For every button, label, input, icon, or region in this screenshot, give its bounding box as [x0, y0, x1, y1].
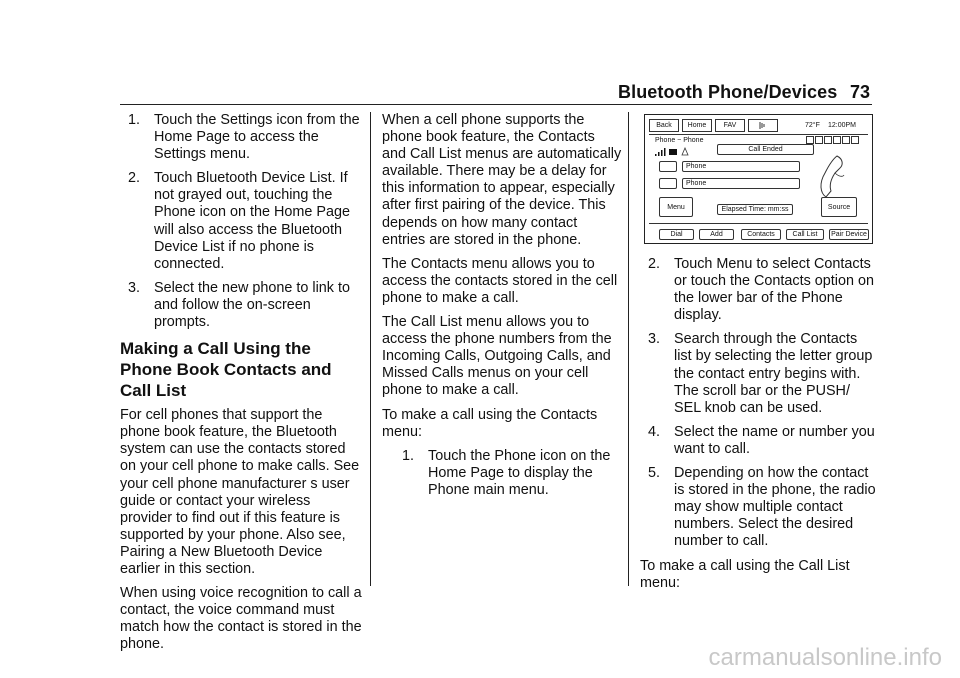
phone-screen-illustration	[644, 114, 873, 244]
step-text: Select the new phone to link to and follow the on-screen prompts.	[154, 279, 351, 331]
column-middle	[382, 112, 622, 506]
page-title: Bluetooth Phone/Devices	[618, 82, 838, 102]
step-number: 1.	[128, 112, 141, 128]
call-list-button[interactable]: Call List	[786, 229, 824, 240]
column-right	[640, 112, 878, 599]
list-item	[640, 424, 878, 458]
step-text: Touch Menu to select Contacts or touch the Contacts option on the lower bar of the Phone display.	[674, 256, 875, 324]
fav-button[interactable]: FAV	[715, 119, 745, 132]
voice-icon[interactable]	[748, 119, 778, 132]
list-item	[640, 256, 878, 324]
temperature: 72°F	[805, 122, 820, 129]
step-text: Select the name or number you want to call.	[674, 423, 875, 457]
phone-field[interactable]: Phone	[682, 161, 800, 172]
list-item	[120, 112, 362, 163]
screen-title: Phone − Phone	[655, 137, 704, 144]
paragraph: The Contacts menu allows you to access the contacts stored in the cell phone to make a call.	[382, 255, 618, 306]
dial-button[interactable]: Dial	[659, 229, 694, 240]
section-heading: Making a Call Using the Phone Book Contacts and Call List	[120, 339, 332, 401]
list-item	[382, 448, 622, 499]
list-item	[120, 170, 362, 273]
contacts-button[interactable]: Contacts	[741, 229, 781, 240]
add-button[interactable]: Add	[699, 229, 734, 240]
menu-button[interactable]: Menu	[659, 197, 693, 217]
list-item	[640, 465, 878, 550]
step-number: 2.	[648, 256, 661, 272]
paragraph: To make a call using the Contacts menu:	[382, 406, 598, 440]
paragraph: For cell phones that support the phone book feature, the Bluetooth system can use the contacts stored on your cell phone to make calls. See your cell phone manufacturer s user guide or contact your wireless provider to find out if this feature is supported by your phone. Also see, Pairing a New Bluetooth Device earlier in this section.	[120, 407, 360, 577]
step-text: Touch Bluetooth Device List. If not grayed out, touching the Phone icon on the Home Page will also access the Bluetooth Device List if no phone is connected.	[154, 170, 351, 272]
source-button[interactable]: Source	[821, 197, 857, 217]
step-number: 3.	[128, 279, 141, 296]
step-number: 5.	[648, 465, 661, 482]
home-button[interactable]: Home	[682, 119, 712, 132]
column-divider	[628, 112, 629, 586]
contact-avatar-box	[659, 178, 677, 189]
page-number: 73	[850, 82, 871, 102]
paragraph: To make a call using the Call List menu:	[640, 557, 850, 591]
back-button[interactable]: Back	[649, 119, 679, 132]
pair-device-button[interactable]: Pair Device	[829, 229, 869, 240]
status-icons	[806, 136, 868, 147]
column-left	[120, 112, 362, 660]
list-item	[640, 331, 878, 416]
call-status-field: Call Ended	[717, 144, 814, 155]
column-divider	[370, 112, 371, 586]
watermark: carmanualsonline.info	[708, 644, 942, 671]
paragraph: The Call List menu allows you to access the phone numbers from the Incoming Calls, Outgoing Calls, and Missed Calls menus on your cell phone to make a call.	[382, 314, 612, 399]
step-text: Search through the Contacts list by selecting the letter group the contact entry begins with. The scroll bar or the PUSH/ SEL knob can be used.	[674, 331, 873, 416]
step-text: Touch the Phone icon on the Home Page to display the Phone main menu.	[428, 447, 611, 498]
step-number: 2.	[128, 170, 141, 187]
elapsed-time-field: Elapsed Time: mm:ss	[717, 204, 793, 215]
step-text: Touch the Settings icon from the Home Page to access the Settings menu.	[154, 112, 360, 163]
contact-avatar-box	[659, 161, 677, 172]
step-text: Depending on how the contact is stored in the phone, the radio may show multiple contact numbers. Select the desired number to call.	[674, 465, 876, 550]
divider	[649, 134, 868, 135]
paragraph: When using voice recognition to call a contact, the voice command must match how the contact is stored in the phone.	[120, 585, 362, 653]
paragraph: When a cell phone supports the phone book feature, the Contacts and Call List menus are automatically available. There may be a delay for this information to appear, especially after first pairing of the device. This depends on how many contact entries are stored in the phone.	[382, 112, 622, 248]
step-number: 1.	[402, 447, 415, 464]
divider	[649, 223, 868, 224]
list-item	[120, 280, 362, 331]
signal-icon	[655, 147, 689, 159]
clock: 12:00PM	[828, 122, 857, 129]
step-number: 3.	[648, 331, 661, 348]
step-number: 4.	[648, 423, 661, 440]
header-rule	[120, 104, 872, 105]
phone-field[interactable]: Phone	[682, 178, 800, 189]
